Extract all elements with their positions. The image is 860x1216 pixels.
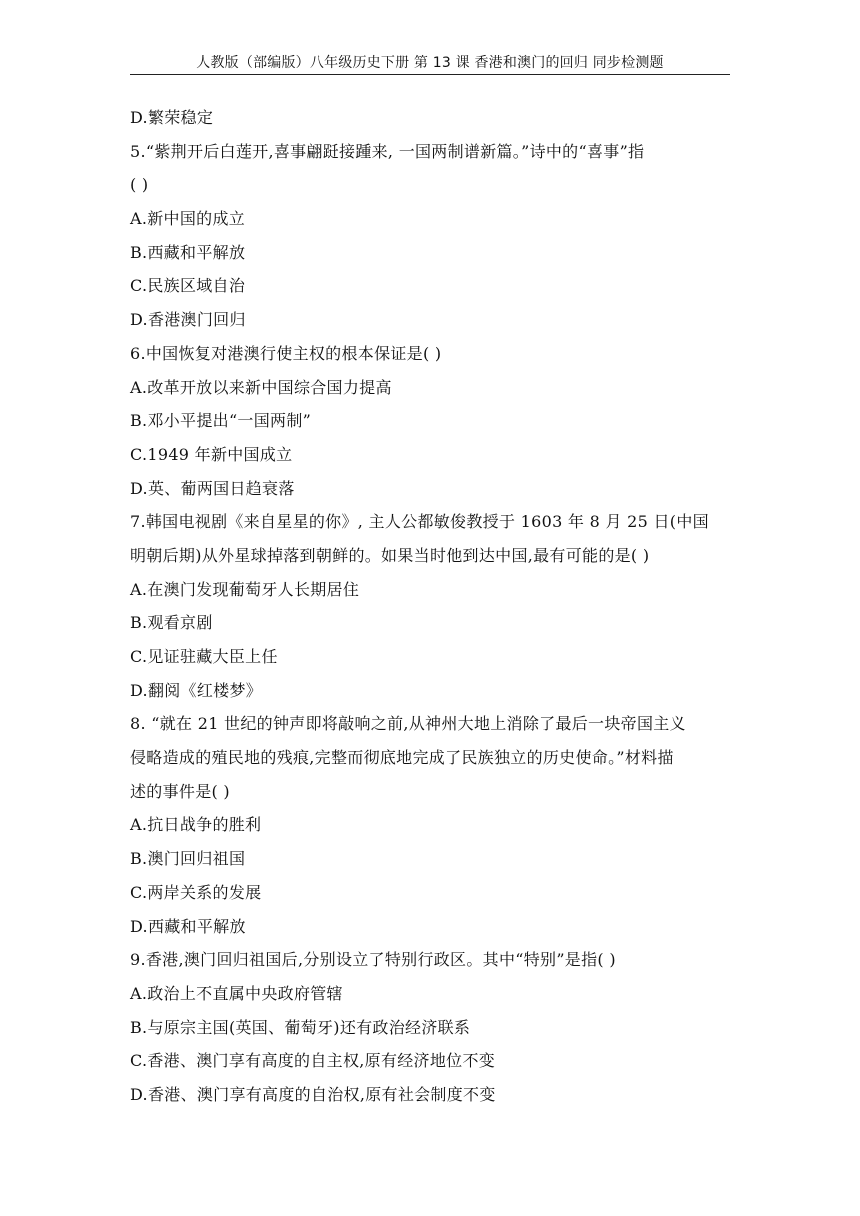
question-5-option-a: A.新中国的成立 [130,209,246,229]
question-8-option-a: A.抗日战争的胜利 [130,815,262,835]
question-5-blank: ( ) [130,175,149,195]
question-8-option-d: D.西藏和平解放 [130,916,246,936]
question-8-stem-end: 述的事件是( ) [130,781,230,801]
header-divider [130,74,730,75]
question-5-stem: 5.“紫荆开后白莲开,喜事翩跹接踵来, 一国两制谱新篇。”诗中的“喜事”指 [130,141,645,161]
question-7-stem-cont: 明朝后期)从外星球掉落到朝鲜的。如果当时他到达中国,最有可能的是( ) [130,545,650,565]
question-content [130,101,730,1112]
question-9-stem: 9.香港,澳门回归祖国后,分别设立了特别行政区。其中“特别”是指( ) [130,950,616,970]
question-9-option-d: D.香港、澳门享有高度的自治权,原有社会制度不变 [130,1084,496,1104]
page-header: 人教版（部编版）八年级历史下册 第 13 课 香港和澳门的回归 同步检测题 [196,55,664,71]
question-7-stem: 7.韩国电视剧《来自星星的你》, 主人公都敏俊教授于 1603 年 8 月 25 日(中国 [130,512,709,532]
question-9-option-b: B.与原宗主国(英国、葡萄牙)还有政治经济联系 [130,1017,471,1037]
option-d-q4: D.繁荣稳定 [130,108,214,127]
question-6-option-d: D.英、葡两国日趋衰落 [130,478,295,498]
question-5-option-c: C.民族区域自治 [130,276,246,296]
question-6-option-a: A.改革开放以来新中国综合国力提高 [130,377,392,397]
question-8-option-c: C.两岸关系的发展 [130,882,262,902]
question-6-option-c: C.1949 年新中国成立 [130,444,293,464]
question-8-stem-cont: 侵略造成的殖民地的残痕,完整而彻底地完成了民族独立的历史使命。”材料描 [130,748,674,768]
question-7-option-a: A.在澳门发现葡萄牙人长期居住 [130,579,360,599]
question-7-option-d: D.翻阅《红楼梦》 [130,680,263,700]
question-8-option-b: B.澳门回归祖国 [130,849,246,869]
question-9-option-a: A.政治上不直属中央政府管辖 [130,983,343,1003]
question-8-stem: 8. “就在 21 世纪的钟声即将敲响之前,从神州大地上消除了最后一块帝国主义 [130,714,686,734]
question-5-option-d: D.香港澳门回归 [130,310,246,330]
question-6-option-b: B.邓小平提出“一国两制” [130,411,312,431]
question-6-stem: 6.中国恢复对港澳行使主权的根本保证是( ) [130,343,442,363]
question-7-option-b: B.观看京剧 [130,613,213,633]
question-7-option-c: C.见证驻藏大臣上任 [130,647,278,666]
question-9-option-c: C.香港、澳门享有高度的自主权,原有经济地位不变 [130,1051,496,1071]
question-5-option-b: B.西藏和平解放 [130,242,246,262]
